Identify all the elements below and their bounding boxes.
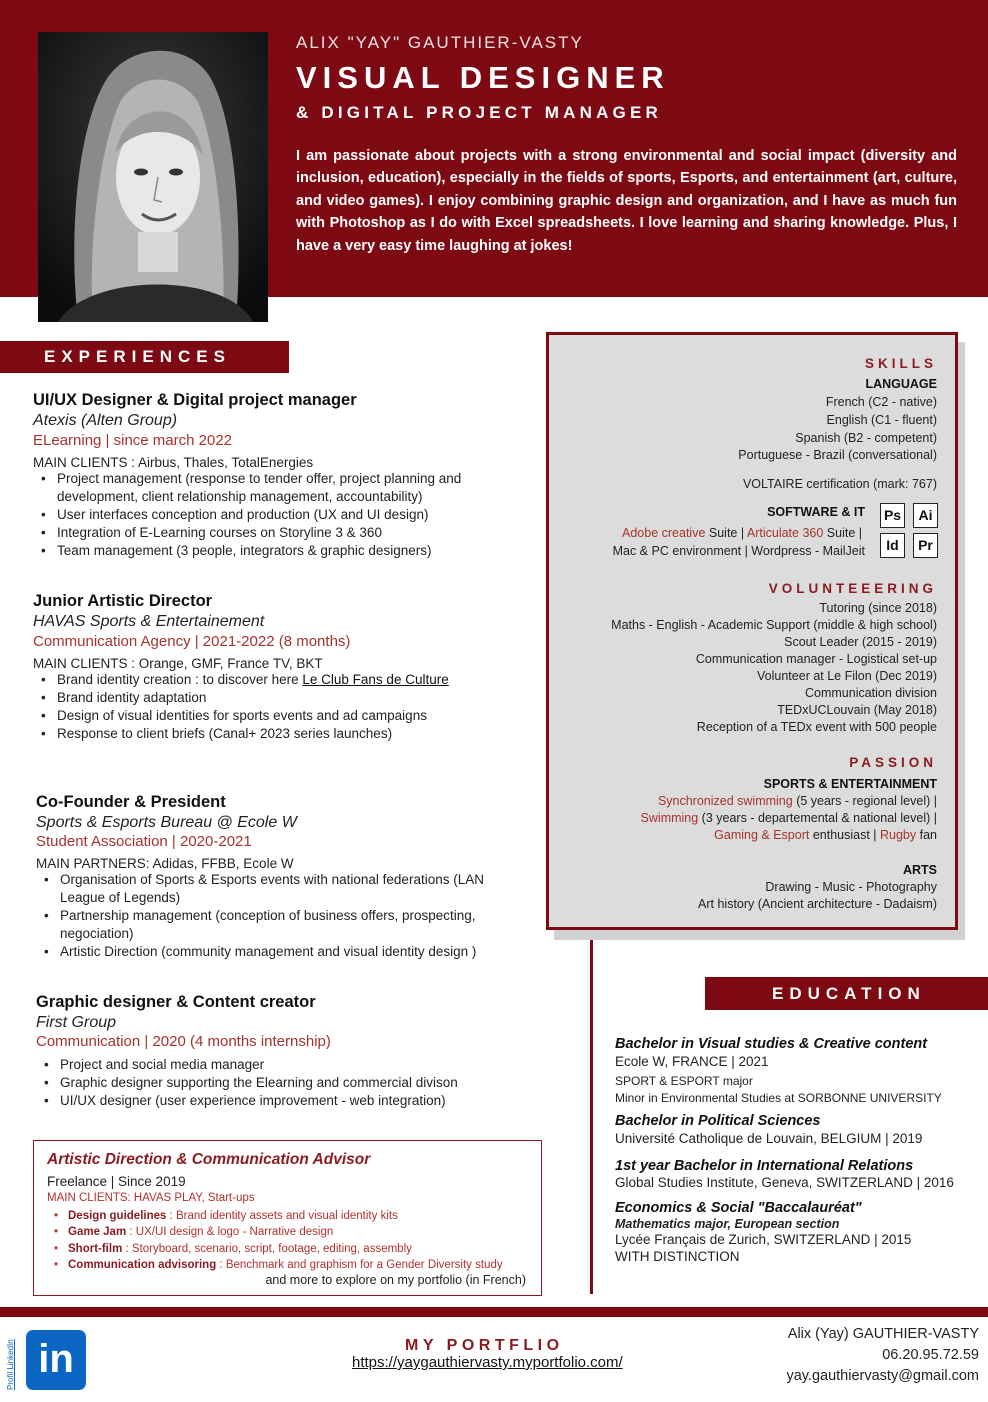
job-bullets	[36, 871, 516, 961]
software-item: Articulate 360	[746, 526, 824, 540]
freelance-box	[33, 1140, 542, 1296]
list-item	[47, 1208, 537, 1224]
list-item: • Partnership management (conception of business offers, prospecting, negociation)	[36, 907, 516, 943]
photoshop-icon: Ps	[880, 503, 905, 528]
list-item	[47, 1224, 537, 1240]
job-headline: VISUAL DESIGNER	[296, 60, 670, 95]
volunteer-desc: Reception of a TEDx event with 500 people	[696, 720, 937, 734]
list-item: • Design of visual identities for sports events and ad campaigns	[33, 707, 513, 725]
bullet-text: Brand identity creation : to discover here	[57, 672, 303, 687]
job-title: Co-Founder & President	[36, 793, 226, 811]
item-label: Communication advisoring	[68, 1258, 217, 1271]
volunteer-desc: Maths - English - Academic Support (middle & high school)	[611, 618, 937, 632]
item-label: Design guidelines	[68, 1210, 167, 1222]
software-sep: Suite |	[705, 526, 747, 540]
job-meta: Communication | 2020 (4 months internship)	[36, 1033, 331, 1050]
premiere-icon: Pr	[913, 533, 938, 558]
degree-title: Economics & Social "Baccalauréat"	[615, 1200, 862, 1216]
degree-title: Bachelor in Visual studies & Creative content	[615, 1036, 928, 1052]
degree-title: 1st year Bachelor in International Relations	[615, 1158, 914, 1174]
degree-detail: Minor in Environmental Studies at SORBONNE UNIVERSITY	[615, 1091, 942, 1105]
degree-title: Bachelor in Political Sciences	[615, 1113, 821, 1129]
portfolio-link[interactable]: https://yaygauthiervasty.myportfolio.com/	[352, 1354, 623, 1371]
software-sep: Suite |	[823, 526, 862, 540]
person-name: ALIX "YAY" GAUTHIER-VASTY	[296, 33, 584, 52]
degree-school: Global Studies Institute, Geneva, SWITZERLAND | 2016	[615, 1175, 954, 1190]
list-item: • Project and social media manager	[36, 1056, 516, 1074]
item-text: : UX/UI design & logo - Narrative design	[126, 1226, 334, 1239]
item-text: : Benchmark and graphism for a Gender Diversity study	[216, 1258, 503, 1271]
portfolio-heading: MY PORTFLIO	[405, 1337, 564, 1354]
job-entry	[33, 391, 513, 560]
job-company: First Group	[36, 1014, 117, 1031]
contact-name: Alix (Yay) GAUTHIER-VASTY	[787, 1326, 979, 1342]
passion-line	[641, 811, 937, 825]
volunteer-role: Volunteer at Le Filon (Dec 2019)	[757, 669, 937, 683]
passion-item: Rugby	[880, 828, 917, 842]
language-item: Spanish (B2 - competent)	[795, 431, 937, 445]
job-subheadline: & DIGITAL PROJECT MANAGER	[296, 103, 662, 122]
linkedin-icon[interactable]: in	[26, 1330, 86, 1390]
list-item: • UI/UX designer (user experience improvement - web integration)	[36, 1092, 516, 1110]
skills-heading: SKILLS	[864, 356, 937, 371]
profile-photo	[38, 32, 268, 322]
software-line: Mac & PC environment | Wordpress - MailJeit	[612, 544, 865, 558]
list-item	[47, 1257, 537, 1273]
job-bullets	[33, 671, 513, 743]
sports-heading: SPORTS & ENTERTAINMENT	[763, 777, 937, 791]
volunteer-role: Scout Leader (2015 - 2019)	[784, 635, 937, 649]
item-label: Game Jam	[68, 1226, 127, 1239]
software-item: Adobe creative	[622, 526, 706, 540]
job-company: Sports & Esports Bureau @ Ecole W	[36, 814, 297, 831]
passion-item: Swimming	[640, 811, 699, 825]
job-company: Atexis (Alten Group)	[33, 412, 178, 429]
passion-detail: fan	[916, 828, 937, 842]
passion-line	[658, 794, 937, 808]
passion-detail: (3 years - departemental & national level) |	[698, 811, 937, 825]
freelance-title: Artistic Direction & Communication Advisor	[47, 1151, 371, 1168]
arts-item: Art history (Ancient architecture - Dadaism)	[698, 897, 937, 911]
language-item: Portuguese - Brazil (conversational)	[738, 448, 937, 462]
passion-line	[714, 828, 937, 842]
freelance-list	[47, 1208, 537, 1273]
job-clients: MAIN CLIENTS : Airbus, Thales, TotalEnergies	[33, 455, 314, 470]
volunteering-heading: VOLUNTEEERING	[768, 581, 937, 596]
job-entry	[33, 592, 513, 743]
indesign-icon: Id	[880, 533, 905, 558]
list-item: • Graphic designer supporting the Elearning and commercial divison	[36, 1074, 516, 1092]
language-item: French (C2 - native)	[825, 395, 937, 409]
item-text: : Storyboard, scenario, script, footage, editing, assembly	[122, 1242, 412, 1255]
contact-phone[interactable]: 06.20.95.72.59	[882, 1347, 979, 1363]
volunteer-role: Tutoring (since 2018)	[819, 601, 937, 615]
job-meta: ELearning | since march 2022	[33, 432, 233, 449]
list-item: • User interfaces conception and production (UX and UI design)	[33, 506, 513, 524]
language-item: English (C1 - fluent)	[826, 413, 937, 427]
job-entry	[36, 993, 516, 1110]
voltaire-certification: VOLTAIRE certification (mark: 767)	[742, 477, 937, 491]
list-item	[47, 1241, 537, 1257]
list-item: • Integration of E-Learning courses on Storyline 3 & 360	[33, 524, 513, 542]
illustrator-icon: Ai	[913, 503, 938, 528]
education-heading: EDUCATION	[705, 977, 988, 1010]
passion-detail: (5 years - regional level) |	[792, 794, 937, 808]
footer-rule	[0, 1307, 988, 1317]
software-line	[622, 526, 862, 540]
linkedin-link[interactable]: Profil LinkedIn	[6, 1339, 15, 1390]
passion-item: Synchronized swimming	[657, 794, 793, 808]
passion-heading: PASSION	[849, 755, 937, 770]
job-bullets	[36, 1056, 516, 1110]
degree-school: Lycée Français de Zurich, SWITZERLAND | 2015	[615, 1232, 912, 1247]
item-text: : Brand identity assets and visual identity kits	[166, 1210, 398, 1222]
list-item: • Project management (response to tender offer, project planning and development, client relationship management, accountability)	[33, 470, 513, 506]
contact-email[interactable]: yay.gauthiervasty@gmail.com	[786, 1368, 979, 1384]
job-bullets	[33, 470, 513, 560]
intro-paragraph: I am passionate about projects with a strong environmental and social impact (diversity and inclusion, education), especially in the fields of sports, Esports, and entertainment (art, culture, and video games). I enjoy combining graphic design and organization, and I have as much fun with Photoshop as I do with Excel spreadsheets. I love learning and sharing knowledge. Plus, I have a very easy time laughing at jokes!	[296, 148, 957, 254]
passion-item: Gaming & Esport	[714, 828, 810, 842]
list-item	[33, 671, 513, 689]
degree-detail: SPORT & ESPORT major	[615, 1074, 753, 1088]
degree-school: Université Catholique de Louvain, BELGIUM | 2019	[615, 1131, 923, 1146]
freelance-clients: MAIN CLIENTS: HAVAS PLAY, Start-ups	[47, 1192, 255, 1204]
language-heading: LANGUAGE	[865, 377, 937, 391]
job-clients: MAIN CLIENTS : Orange, GMF, France TV, BKT	[33, 656, 323, 671]
portrait-image	[38, 32, 268, 322]
volunteer-desc: Communication division	[804, 686, 937, 700]
item-label: Short-film	[68, 1242, 123, 1255]
list-item: • Team management (3 people, integrators & graphic designers)	[33, 542, 513, 560]
job-meta: Student Association | 2020-2021	[36, 833, 252, 850]
job-company: HAVAS Sports & Entertainement	[33, 613, 265, 630]
list-item: • Brand identity adaptation	[33, 689, 513, 707]
freelance-subtitle: Freelance | Since 2019	[47, 1174, 186, 1189]
education-list	[615, 1036, 975, 1264]
passion-detail: enthusiast |	[809, 828, 880, 842]
job-title: Graphic designer & Content creator	[36, 993, 316, 1011]
job-clients: MAIN PARTNERS: Adidas, FFBB, Ecole W	[36, 856, 294, 871]
software-heading: SOFTWARE & IT	[767, 505, 865, 519]
skills-sidebar	[546, 332, 958, 930]
experiences-heading: EXPERIENCES	[0, 341, 289, 373]
job-title: UI/UX Designer & Digital project manager	[33, 391, 357, 409]
arts-item: Drawing - Music - Photography	[765, 880, 937, 894]
volunteer-role: TEDxUCLouvain (May 2018)	[777, 703, 937, 717]
degree-school: Ecole W, FRANCE | 2021	[615, 1054, 769, 1069]
column-divider	[590, 940, 593, 1294]
portfolio-project-link[interactable]: Le Club Fans de Culture	[302, 672, 449, 687]
job-meta: Communication Agency | 2021-2022 (8 months)	[33, 633, 351, 650]
arts-heading: ARTS	[902, 863, 937, 877]
freelance-more: and more to explore on my portfolio (in French)	[265, 1273, 526, 1287]
job-title: Junior Artistic Director	[33, 592, 213, 610]
volunteer-desc: Communication manager - Logistical set-up	[695, 652, 937, 666]
job-entry	[36, 793, 516, 961]
degree-honor: WITH DISTINCTION	[615, 1249, 740, 1264]
list-item: • Response to client briefs (Canal+ 2023 series launches)	[33, 725, 513, 743]
degree-detail: Mathematics major, European section	[615, 1217, 840, 1231]
list-item: • Organisation of Sports & Esports events with national federations (LAN League of Legends)	[36, 871, 516, 907]
list-item: • Artistic Direction (community management and visual identity design )	[36, 943, 516, 961]
